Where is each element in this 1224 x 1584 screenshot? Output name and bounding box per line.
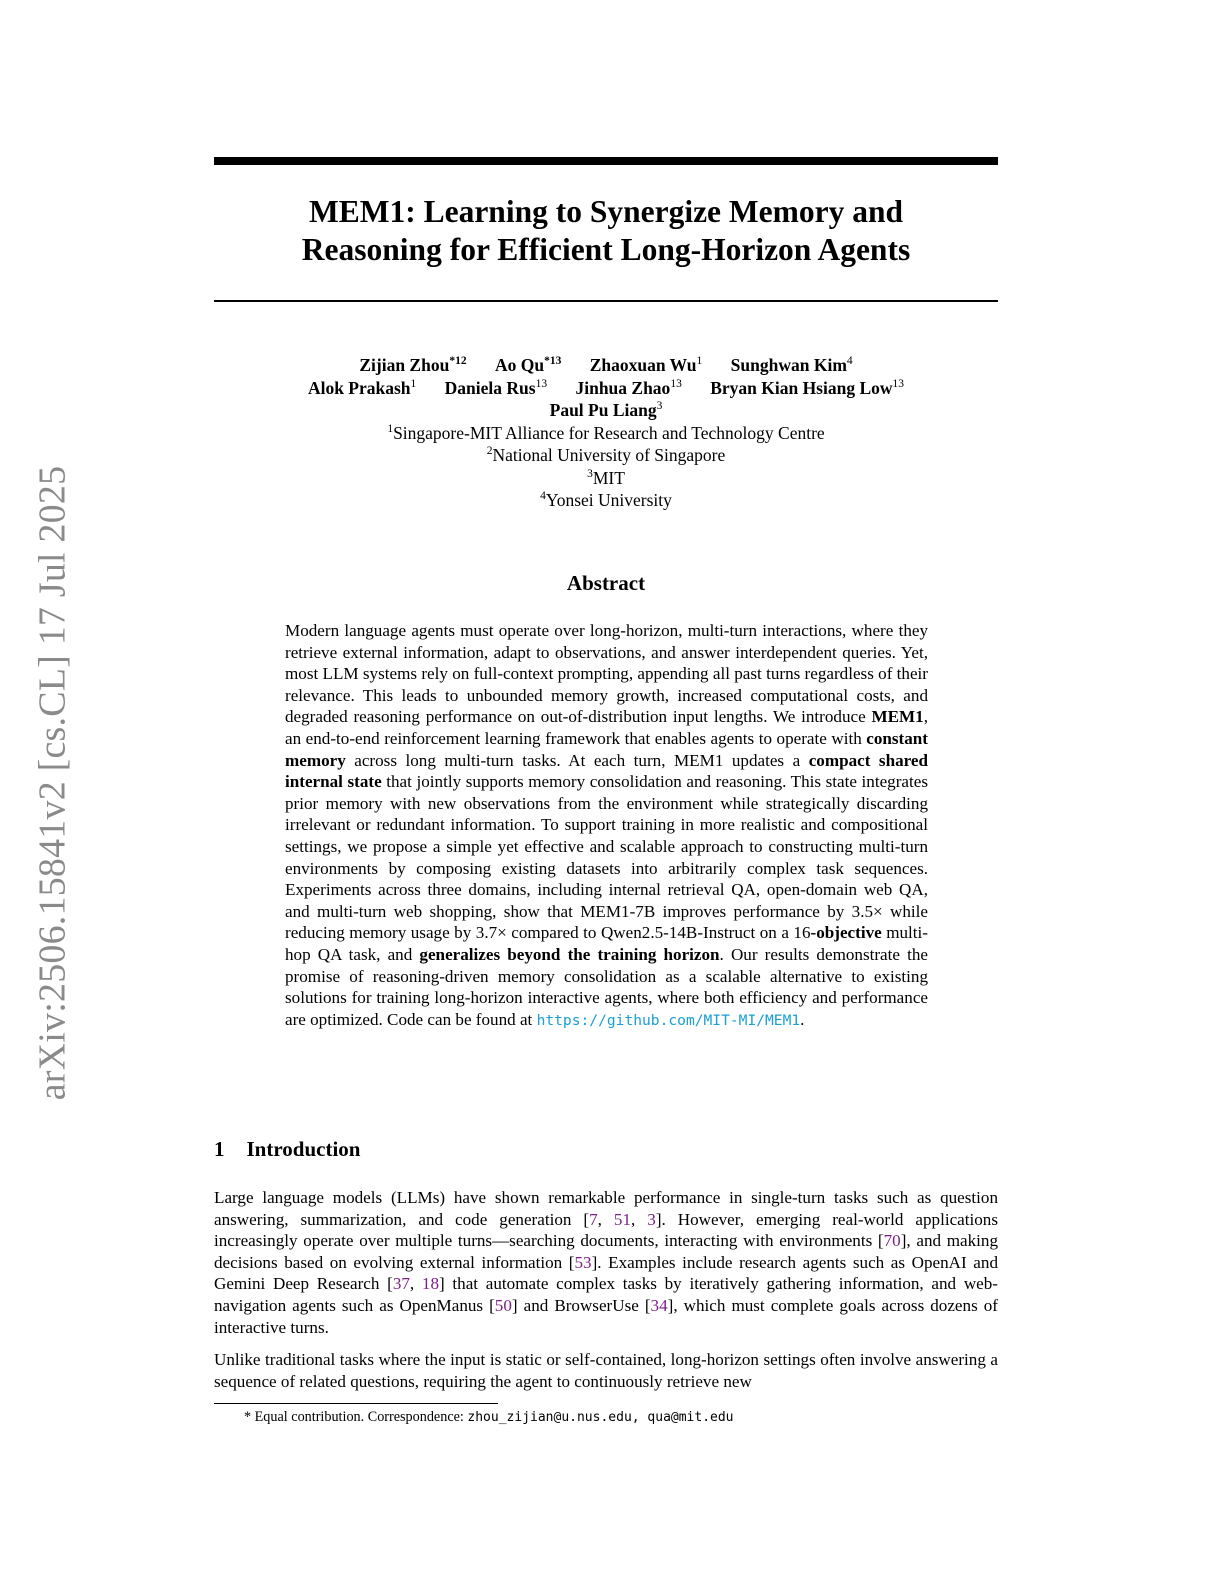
author-row-1 (214, 354, 998, 377)
section-number: 1 (214, 1137, 225, 1161)
author-block (214, 354, 998, 512)
affiliation: $^2$National University of Singapore (486, 445, 726, 465)
section-title: Introduction (246, 1137, 361, 1161)
arxiv-identifier-text: arXiv:2506.15841v2 [cs.CL] 17 Jul 2025 (31, 465, 74, 1100)
author: Zijian Zhou$^{*12}$ (359, 355, 467, 375)
citation-link[interactable]: 51 (613, 1209, 632, 1229)
citation-link[interactable]: 70 (883, 1231, 901, 1251)
citation-link[interactable]: 53 (574, 1252, 592, 1272)
author: Sunghwan Kim$^4$ (730, 355, 853, 375)
citation-link[interactable]: 3 (647, 1209, 656, 1229)
author: Paul Pu Liang$^3$ (549, 400, 663, 420)
title-line-2: Reasoning for Efficient Long-Horizon Agents (301, 232, 911, 267)
author: Jinhua Zhao$^{13}$ (575, 377, 682, 398)
citation-link[interactable]: 7 (589, 1209, 598, 1229)
footnote-rule (214, 1403, 498, 1404)
intro-paragraph-2: Unlike traditional tasks where the input is static or self-contained, long-horizon settings often involve answering a sequence of related questions, requiring the agent to continuously retrieve new (214, 1350, 998, 1391)
citation-link[interactable]: 50 (494, 1295, 512, 1315)
citation-link[interactable]: 37 (392, 1274, 410, 1294)
affiliation: $^3$MIT (587, 467, 625, 488)
footnote: * Equal contribution. Correspondence: zhou_zijian@u.nus.edu, qua@mit.edu (244, 1409, 734, 1425)
correspondence-emails: zhou_zijian@u.nus.edu, qua@mit.edu (467, 1410, 734, 1425)
affiliation: $^1$Singapore-MIT Alliance for Research and Technology Centre (387, 422, 825, 443)
title-top-rule (214, 157, 998, 165)
citation-link[interactable]: 18 (421, 1274, 440, 1294)
abstract-text: Modern language agents must operate over long-horizon, multi-turn interactions, where they retrieve external information, adapt to observations, and answer interdependent queries. Yet, most LLM systems rely on full-context prompting, appending all past turns regardless of their relevance. This leads to unbounded memory growth, increased computational costs, and degraded reasoning performance on out-of-distribution input lengths. We introduce MEM1, an end-to-end reinforcement learning framework that enables agents to operate with constant memory across long multi-turn tasks. At each turn, MEM1 updates a compact shared internal state that jointly supports memory consolidation and reasoning. This state integrates prior memory with new observations from the environment while strategically discarding irrelevant or redundant information. To support training in more realistic and compositional settings, we propose a simple yet effective and scalable approach to constructing multi-turn environments by composing existing datasets into arbitrarily complex task sequences. Experiments across three domains, including internal retrieval QA, open-domain web QA, and multi-turn web shopping, show that MEM1-7B improves performance by 3.5× while reducing memory usage by 3.7× compared to Qwen2.5-14B-Instruct on a 16-objective multi-hop QA task, and generalizes beyond the training horizon. Our results demonstrate the promise of reasoning-driven memory consolidation as a scalable alternative to existing solutions for training long-horizon interactive agents, where both efficiency and performance are optimized. Code can be found at https://github.com/MIT-MI/MEM1. (285, 621, 928, 1029)
title-bottom-rule (214, 300, 998, 302)
author: Bryan Kian Hsiang Low$^{13}$ (710, 377, 905, 398)
abstract-heading: Abstract (566, 571, 646, 595)
author-row-2 (214, 377, 998, 400)
citation-link[interactable]: 34 (650, 1295, 668, 1315)
paper-title (214, 193, 998, 269)
intro-paragraph-1: Large language models (LLMs) have shown remarkable performance in single-turn tasks such as question answering, summarization, and code generation [7, 51, 3]. However, emerging real-world applications increasingly operate over multiple turns—searching documents, interacting with environments [70], and making decisions based on evolving external information [53]. Examples include research agents such as OpenAI and Gemini Deep Research [37, 18] that automate complex tasks by iteratively gathering information, and web-navigation agents such as OpenManus [50] and BrowserUse [34], which must complete goals across dozens of interactive turns. (214, 1188, 999, 1337)
author: Alok Prakash$^1$ (307, 377, 417, 398)
arxiv-identifier (28, 445, 76, 1120)
code-repository-link[interactable]: https://github.com/MIT-MI/MEM1 (536, 1011, 801, 1029)
section-heading-introduction (214, 1136, 360, 1162)
author: Zhaoxuan Wu$^1$ (589, 355, 703, 375)
affiliation: $^4$Yonsei University (540, 490, 672, 510)
author: Ao Qu$^{*13}$ (494, 355, 562, 375)
title-line-1: MEM1: Learning to Synergize Memory and (308, 194, 904, 229)
author-row-3 (214, 399, 998, 422)
author: Daniela Rus$^{13}$ (444, 377, 548, 398)
